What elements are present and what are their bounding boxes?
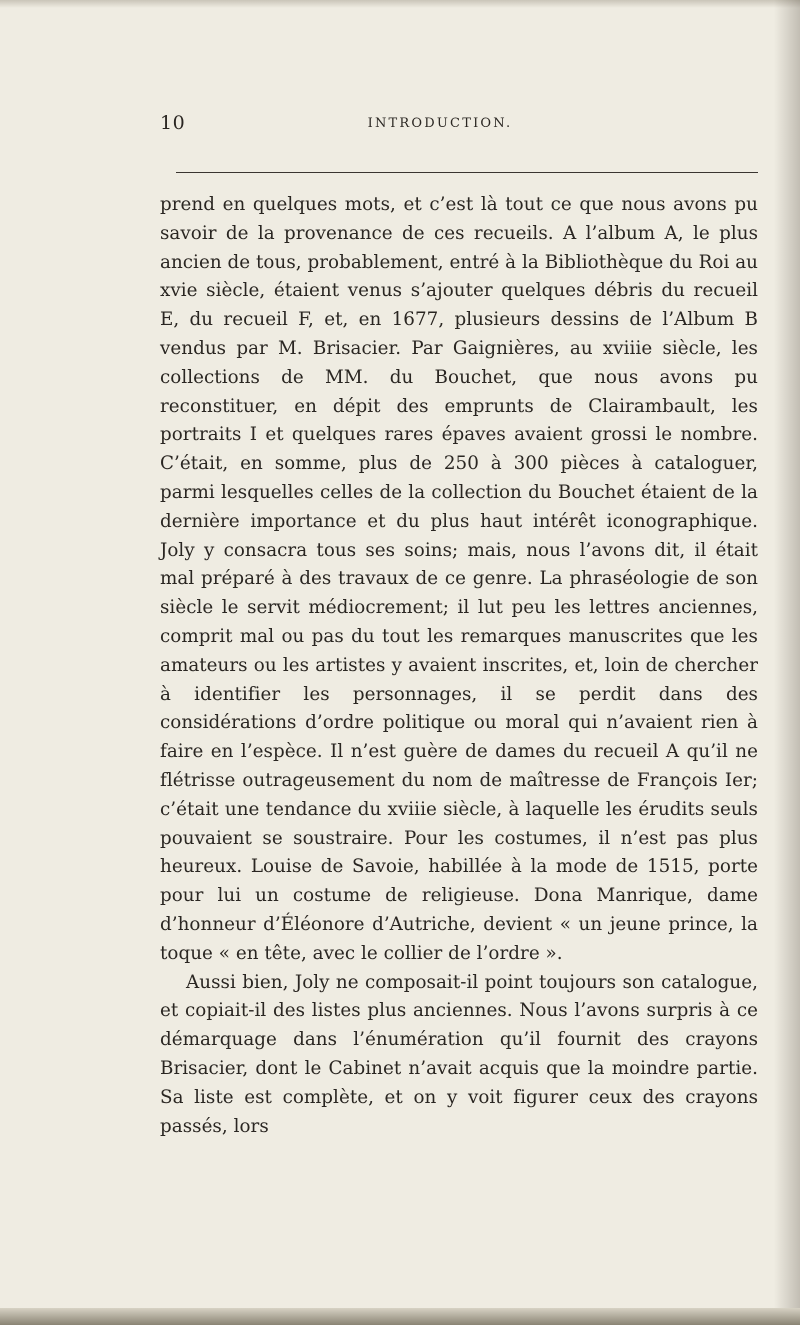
paragraph-2: Aussi bien, Joly ne composait-il point toujours son catalogue, et copiait-il des listes plus anciennes. Nous l’avons surpris à ce démarquage dans l’énumération qu’il fournit des crayons Brisacier, dont le Cabinet n’avait acquis que la moindre partie. Sa liste est complète, et on y voit figurer ceux des crayons passés, lors: [160, 971, 758, 1137]
page-top-edge: [0, 0, 800, 8]
page-gutter-shadow: [774, 0, 800, 1325]
page-number: 10: [160, 112, 186, 134]
body-text: [160, 191, 758, 1141]
running-head: [120, 112, 760, 142]
paragraph-1: prend en quelques mots, et c’est là tout ce que nous avons pu savoir de la provenance de ces recueils. A l’album A, le plus ancien de tous, probablement, entré à la Bibliothèque du Roi au xvie siècle, étaient venus s’ajouter quelques débris du recueil E, du recueil F, et, en 1677, plusieurs dessins de l’Album B vendus par M. Brisacier. Par Gaignières, au xviiie siècle, les collections de MM. du Bouchet, que nous avons pu reconstituer, en dépit des emprunts de Clairambault, les portraits I et quelques rares épaves avaient grossi le nombre. C’était, en somme, plus de 250 à 300 pièces à cataloguer, parmi lesquelles celles de la collection du Bouchet étaient de la dernière importance et du plus haut intérêt iconographique. Joly y consacra tous ses soins; mais, nous l’avons dit, il était mal préparé à des travaux de ce genre. La phraséologie de son siècle le servit médiocrement; il lut peu les lettres anciennes, comprit mal ou pas du tout les remarques manuscrites que les amateurs ou les artistes y avaient inscrites, et, loin de chercher à identifier les personnages, il se perdit dans des considérations d’ordre politique ou moral qui n’avaient rien à faire en l’espèce. Il n’est guère de dames du recueil A qu’il ne flétrisse outrageusement du nom de maîtresse de François Ier; c’était une tendance du xviiie siècle, à laquelle les érudits seuls pouvaient se soustraire. Pour les costumes, il n’est pas plus heureux. Louise de Savoie, habillée à la mode de 1515, porte pour lui un costume de religieuse. Dona Manrique, dame d’honneur d’Éléonore d’Autriche, devient « un jeune prince, la toque « en tête, avec le collier de l’ordre ».: [160, 194, 758, 964]
running-title: INTRODUCTION.: [367, 116, 513, 131]
page-bottom-edge: [0, 1308, 800, 1325]
header-rule: [176, 172, 758, 173]
